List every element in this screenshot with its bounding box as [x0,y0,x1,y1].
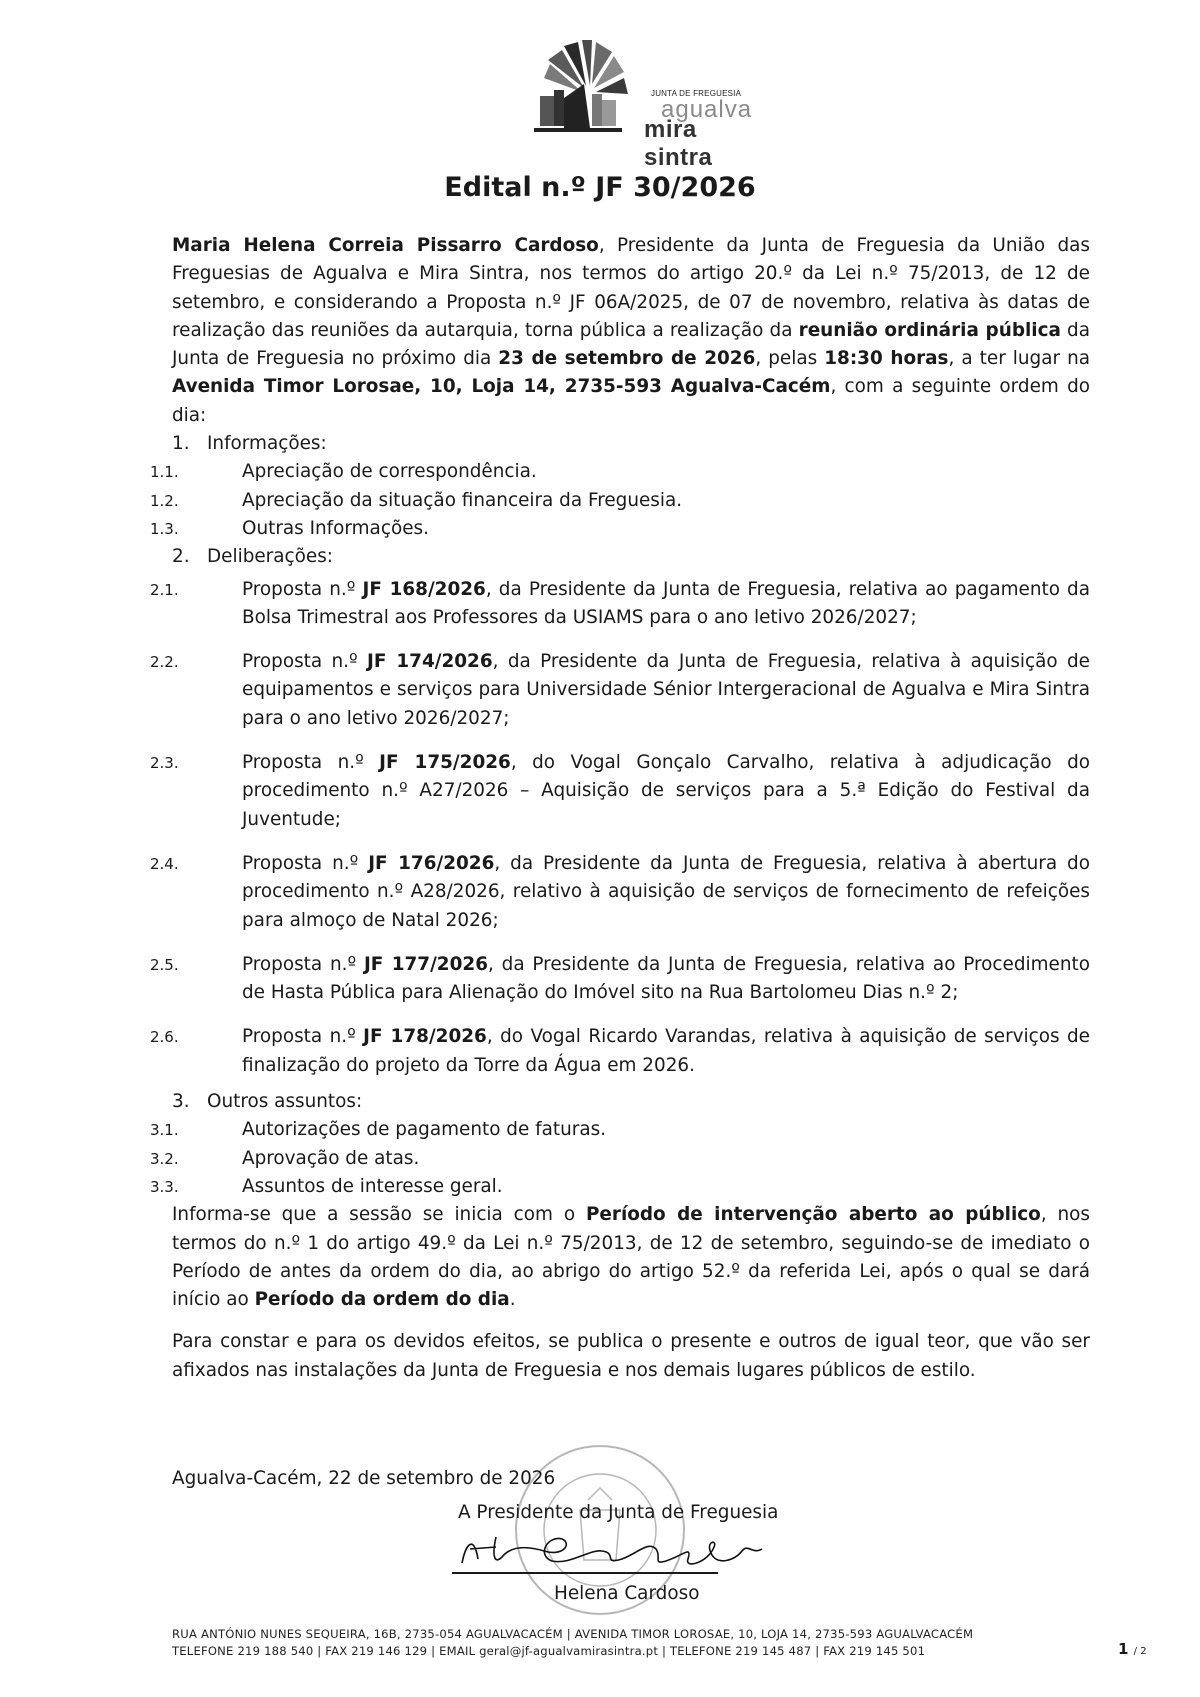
item-text: Assuntos de interesse geral. [242,1175,503,1197]
agenda-item [150,850,1090,935]
logo-name-line1: agualva [661,96,753,123]
item-text: , do Vogal Gonçalo Carvalho, relativa à adjudicação do procedimento n.º A27/2026 – Aquisição de serviços para a 5.ª Edição do Festival da Juventude; [242,752,1090,830]
parish-emblem-icon [520,38,650,150]
item-number: 2.5. [150,955,179,974]
place-date: Agualva-Cacém, 22 de setembro de 2026 [172,1468,556,1489]
item-number: 3.2. [150,1149,179,1168]
signature-line [452,1572,718,1574]
agenda-item [150,458,1090,486]
item-prefix: Proposta n.º [242,578,363,600]
proposal-ref: JF 175/2026 [379,752,511,774]
agenda-section [172,543,1090,571]
signatory-name: Helena Cardoso [554,1583,700,1604]
page-number [1118,1640,1147,1658]
item-text: , da Presidente da Junta de Freguesia, relativa ao Procedimento de Hasta Pública para Alienação do Imóvel sito na Rua Bartolomeu Dias n.º 2; [242,953,1090,1004]
item-text: Apreciação da situação financeira da Freguesia. [242,489,683,511]
item-number: 3.3. [150,1177,179,1196]
item-prefix: Proposta n.º [242,752,380,774]
item-number: 2.1. [150,580,179,599]
section-number: 3. [172,1091,190,1113]
agenda-item [150,1145,1090,1173]
section-label: Deliberações: [207,546,333,568]
closing-bold: Período de intervenção aberto ao público [585,1204,1041,1226]
document-body [150,232,1091,1385]
section-number: 2. [172,546,190,568]
agenda-item [150,951,1090,1008]
item-number: 1.2. [150,491,179,510]
proposal-ref: JF 178/2026 [363,1026,487,1048]
agenda-item [150,515,1090,543]
closing-text: . [509,1289,516,1311]
item-number: 1.3. [150,519,179,538]
page-total: / 2 [1133,1646,1147,1657]
item-text: , do Vogal Ricardo Varandas, relativa à aquisição de serviços de finalização do projeto da Torre da Água em 2026. [242,1026,1090,1076]
closing-text: , nos termos do n.º 1 do artigo 49.º da Lei n.º 75/2013, de 12 de setembro, seguindo-se de imediato o Período de antes da ordem do dia, ao abrigo do artigo 52.º da referida Lei, após o qual se dará início ao [172,1204,1091,1311]
logo-small-text: JUNTA DE FREGUESIA [651,89,742,98]
item-text: , da Presidente da Junta de Freguesia, relativa ao pagamento da Bolsa Trimestral aos Professores da USIAMS para o ano letivo 2026/2027; [242,578,1090,628]
item-prefix: Proposta n.º [242,651,368,673]
intro-text: , Presidente da Junta de Freguesia da União das Freguesias de Agualva e Mira Sintra, nos termos do artigo 20.º da Lei n.º 75/2013, de 12 de setembro, e considerando a Proposta n.º JF 06A/2025, de 07 de novembro, relativa às datas de realização das reuniões da autarquia, torna pública a realização da [172,235,1091,341]
item-prefix: Proposta n.º [242,852,369,874]
item-number: 2.3. [150,754,179,773]
footer-address-line: RUA ANTÓNIO NUNES SEQUEIRA, 16B, 2735-054 AGUALVACACÉM | AVENIDA TIMOR LOROSAE, 10, LOJA 14, 2735-593 AGUALVACACÉM [172,1627,974,1641]
proposal-ref: JF 168/2026 [362,578,486,600]
intro-text: da Junta de Freguesia no próximo dia [172,319,1090,370]
agenda-item [150,1173,1090,1201]
logo [520,38,760,171]
agenda-item [150,648,1090,733]
item-number: 2.6. [150,1028,179,1047]
closing-text: Informa-se que a sessão se inicia com o [172,1204,586,1226]
agenda-section [172,430,1090,458]
signatory-title: A Presidente da Junta de Freguesia [458,1502,779,1523]
item-number: 2.2. [150,653,179,672]
section-label: Informações: [207,433,327,455]
section-label: Outros assuntos: [207,1091,363,1113]
agenda-item [150,749,1090,834]
item-text: Aprovação de atas. [242,1147,420,1169]
intro-text: , com a seguinte ordem do dia: [172,376,1090,426]
intro-text: , pelas [755,348,825,370]
item-number: 3.1. [150,1121,179,1140]
item-text: Outras Informações. [242,517,429,539]
logo-name-line2: mira sintra [644,116,713,171]
item-text: , da Presidente da Junta de Freguesia, relativa à aquisição de equipamentos e serviços para Universidade Sénior Intergeracional de Agualva e Mira Sintra para o ano letivo 2026/2027; [242,651,1090,729]
agenda-section [172,1088,1090,1116]
proposal-ref: JF 177/2026 [363,953,488,975]
intro-paragraph [172,232,1090,430]
meeting-place: Avenida Timor Lorosae, 10, Loja 14, 2735-593 Agualva-Cacém [172,376,831,398]
handwritten-signature-icon [452,1525,782,1575]
publication-paragraph: Para constar e para os devidos efeitos, se publica o presente e outros de igual teor, que vão ser afixados nas instalações da Junta de Freguesia e nos demais lugares públicos de estilo. [172,1331,1090,1381]
agenda-item [150,576,1090,633]
proposal-ref: JF 174/2026 [367,651,493,673]
agenda-item [150,487,1090,515]
item-number: 2.4. [150,854,179,873]
proposal-ref: JF 176/2026 [368,852,495,874]
agenda-item [150,1116,1090,1144]
meeting-date: 23 de setembro de 2026 [498,348,756,370]
item-number: 1.1. [150,463,179,482]
footer-phone-line: TELEFONE 219 188 540 | FAX 219 146 129 | EMAIL geral@jf-agualvamirasintra.pt | TELEFONE 219 145 487 | FAX 219 145 501 [172,1644,926,1658]
item-text: Apreciação de correspondência. [242,461,537,483]
intro-text: , a ter lugar na [948,348,1090,370]
footer-contact [172,1626,1132,1660]
agenda-item [150,1023,1090,1080]
president-name: Maria Helena Correia Pissarro Cardoso [172,235,599,256]
item-prefix: Proposta n.º [242,1026,364,1048]
meeting-time: 18:30 horas [824,348,949,370]
edict-title: Edital n.º JF 30/2026 [444,172,756,203]
item-prefix: Proposta n.º [242,953,364,975]
item-text: , da Presidente da Junta de Freguesia, relativa à abertura do procedimento n.º A28/2026, relativo à aquisição de serviços de fornecimento de refeições para almoço de Natal 2026; [242,852,1090,931]
meeting-type: reunião ordinária pública [798,319,1061,341]
item-text: Autorizações de pagamento de faturas. [242,1119,607,1141]
closing-bold: Período da ordem do dia [254,1289,510,1311]
closing-paragraph [172,1201,1090,1314]
section-number: 1. [172,433,190,455]
page-current: 1 [1118,1640,1129,1658]
